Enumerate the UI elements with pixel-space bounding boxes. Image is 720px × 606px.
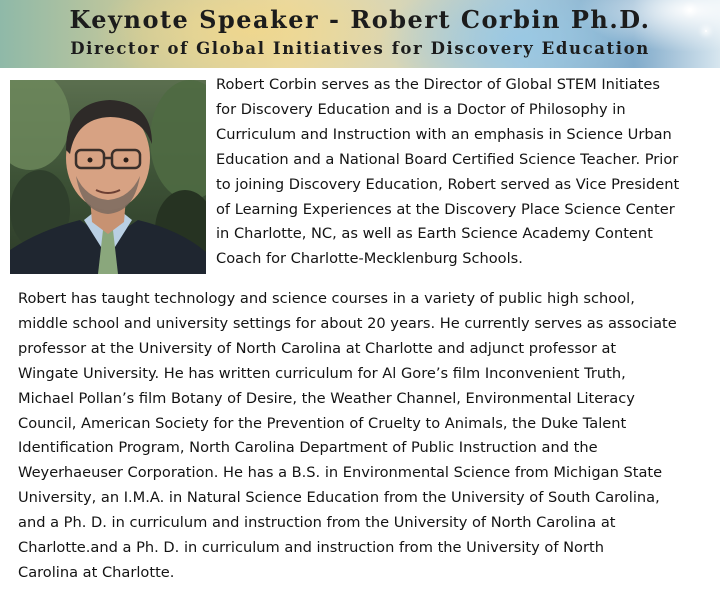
text-line: and a Ph. D. in curriculum and instruction from the University of North Carolina at [18, 514, 616, 532]
text-line: of Learning Experiences at the Discovery Place Science Center [216, 200, 675, 218]
speaker-photo [10, 80, 206, 274]
text-line: Robert Corbin serves as the Director of Global STEM Initiates [216, 76, 660, 93]
page-title: Keynote Speaker - Robert Corbin Ph.D. [69, 5, 651, 34]
text-line: Charlotte.and a Ph. D. in curriculum and instruction from the University of North [18, 539, 604, 557]
bio-paragraph-career [18, 287, 718, 586]
text-line: Education and a National Board Certified Science Teacher. Prior [216, 150, 679, 168]
page-subtitle: Director of Global Initiatives for Discovery Education [70, 39, 650, 58]
text-line: middle school and university settings for about 20 years. He currently serves as associate [18, 314, 677, 332]
text-line: Robert has taught technology and science courses in a variety of public high school, [18, 290, 635, 307]
portrait-photo-icon [10, 80, 206, 274]
text-line: Wingate University. He has written curriculum for Al Gore’s film Inconvenient Truth, [18, 364, 626, 382]
text-line: in Charlotte, NC, as well as Earth Science Academy Content [216, 225, 653, 243]
text-line: Council, American Society for the Prevention of Cruelty to Animals, the Duke Talent [18, 414, 627, 432]
text-line: to joining Discovery Education, Robert served as Vice President [216, 175, 680, 193]
text-line: University, an I.M.A. in Natural Science Education from the University of South Carolina, [18, 489, 660, 507]
text-line: professor at the University of North Carolina at Charlotte and adjunct professor at [18, 339, 617, 357]
text-line: Identification Program, North Carolina Department of Public Instruction and the [18, 439, 598, 457]
text-line: Carolina at Charlotte. [18, 563, 175, 581]
text-line: Weyerhaeuser Corporation. He has a B.S. in Environmental Science from Michigan State [18, 464, 663, 482]
bio-paragraph-intro [216, 73, 716, 272]
text-line: Coach for Charlotte-Mecklenburg Schools. [216, 250, 523, 268]
header-banner [0, 0, 720, 68]
text-line: for Discovery Education and is a Doctor of Philosophy in [216, 100, 626, 118]
text-line: Curriculum and Instruction with an emphasis in Science Urban [216, 125, 672, 143]
text-line: Michael Pollan’s film Botany of Desire, the Weather Channel, Environmental Literacy [18, 389, 635, 407]
